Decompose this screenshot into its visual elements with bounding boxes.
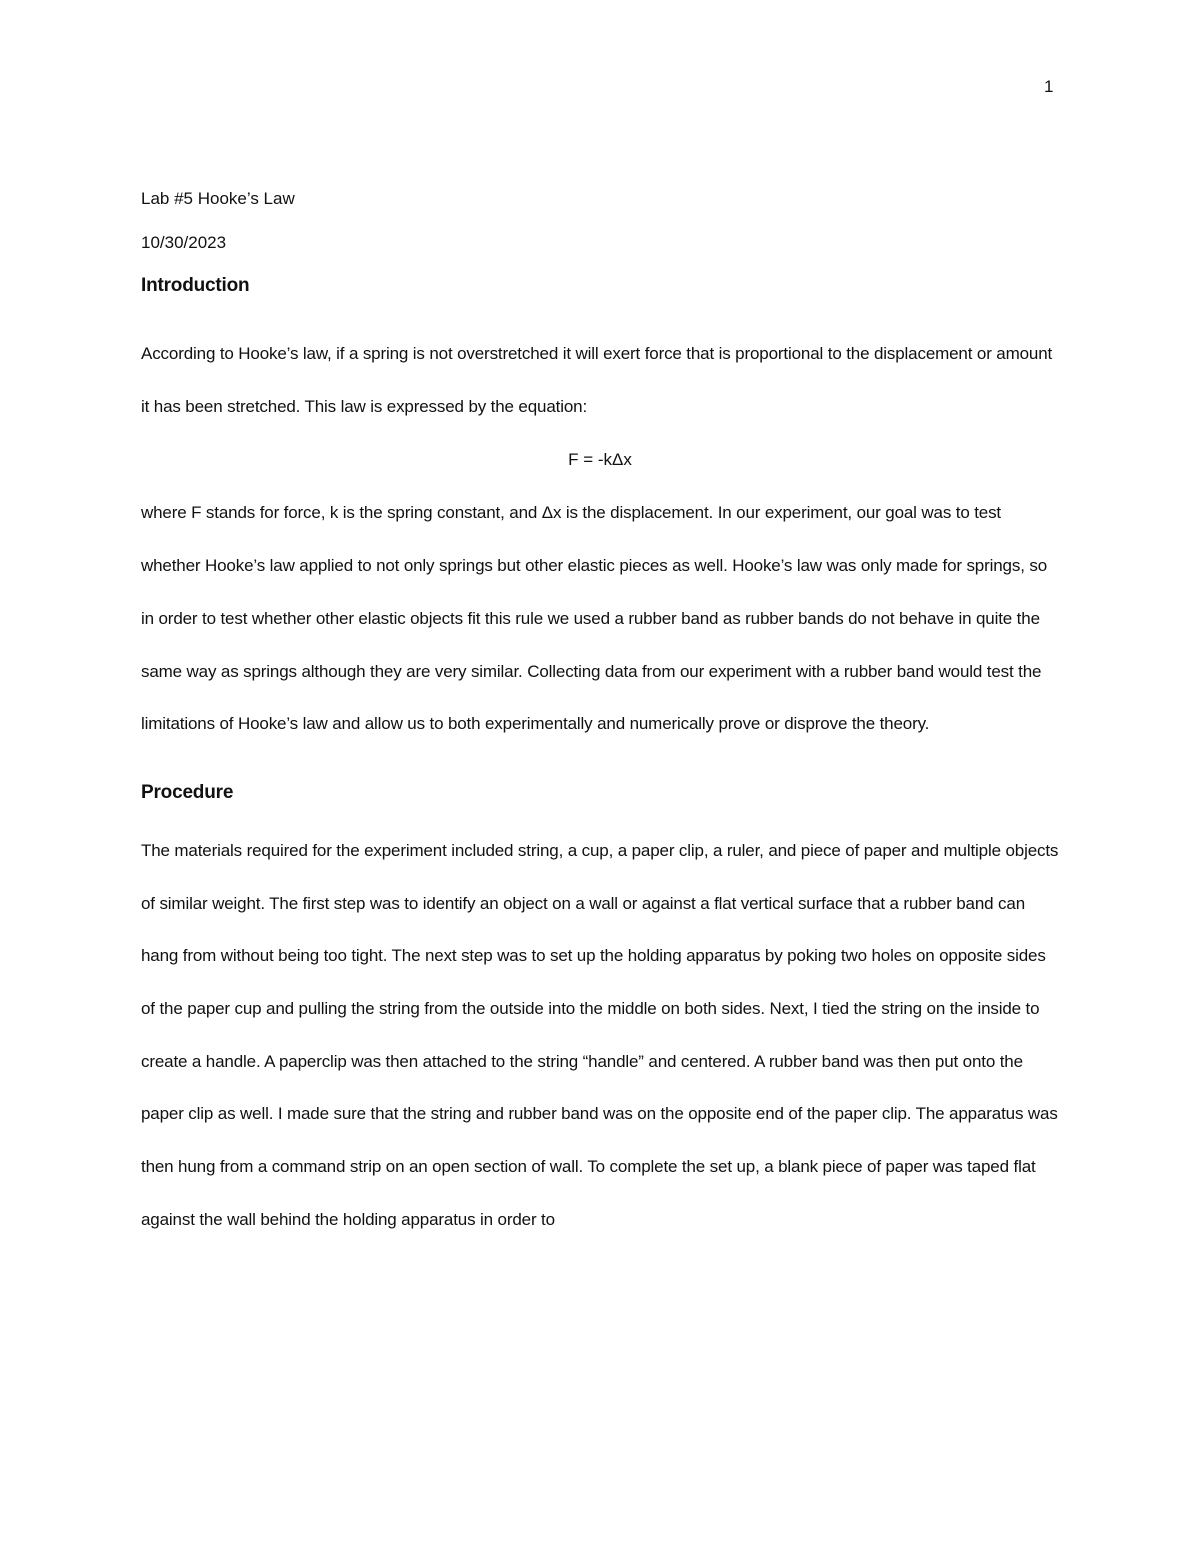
hookes-law-equation: F = -kΔx (568, 450, 632, 470)
procedure-paragraph-1: The materials required for the experiment included string, a cup, a paper clip, a ruler, and piece of paper and multiple objects of similar weight. The first step was to identify an object on a wall or against a flat vertical surface that a rubber band can hang from without being too tight. The next step was to set up the holding apparatus by poking two holes on opposite sides of the paper cup and pulling the string from the outside into the middle on both sides. Next, I tied the string on the inside to create a handle. A paperclip was then attached to the string “handle” and centered. A rubber band was then put onto the paper clip as well. I made sure that the string and rubber band was on the opposite end of the paper clip. The apparatus was then hung from a command strip on an open section of wall. To complete the set up, a blank piece of paper was taped flat against the wall behind the holding apparatus in order to (141, 840, 1059, 1229)
page-number: 1 (1044, 77, 1054, 96)
introduction-paragraph-1: According to Hooke’s law, if a spring is not overstretched it will exert force that is proportional to the displacement or amount it has been stretched. This law is expressed by the equation: (141, 344, 1053, 416)
document-body (141, 188, 1059, 1247)
lab-date: 10/30/2023 (141, 233, 227, 252)
procedure-heading: Procedure (141, 781, 234, 803)
introduction-heading: Introduction (141, 275, 250, 296)
lab-title: Lab #5 Hooke’s Law (141, 189, 295, 208)
introduction-paragraph-2: where F stands for force, k is the spring constant, and Δx is the displacement. In our experiment, our goal was to test whether Hooke’s law applied to not only springs but other elastic pieces as well. Hooke’s law was only made for springs, so in order to test whether other elastic objects fit this rule we used a rubber band as rubber bands do not behave in quite the same way as springs although they are very similar. Collecting data from our experiment with a rubber band would test the limitations of Hooke’s law and allow us to both experimentally and numerically prove or disprove the theory. (141, 503, 1048, 734)
